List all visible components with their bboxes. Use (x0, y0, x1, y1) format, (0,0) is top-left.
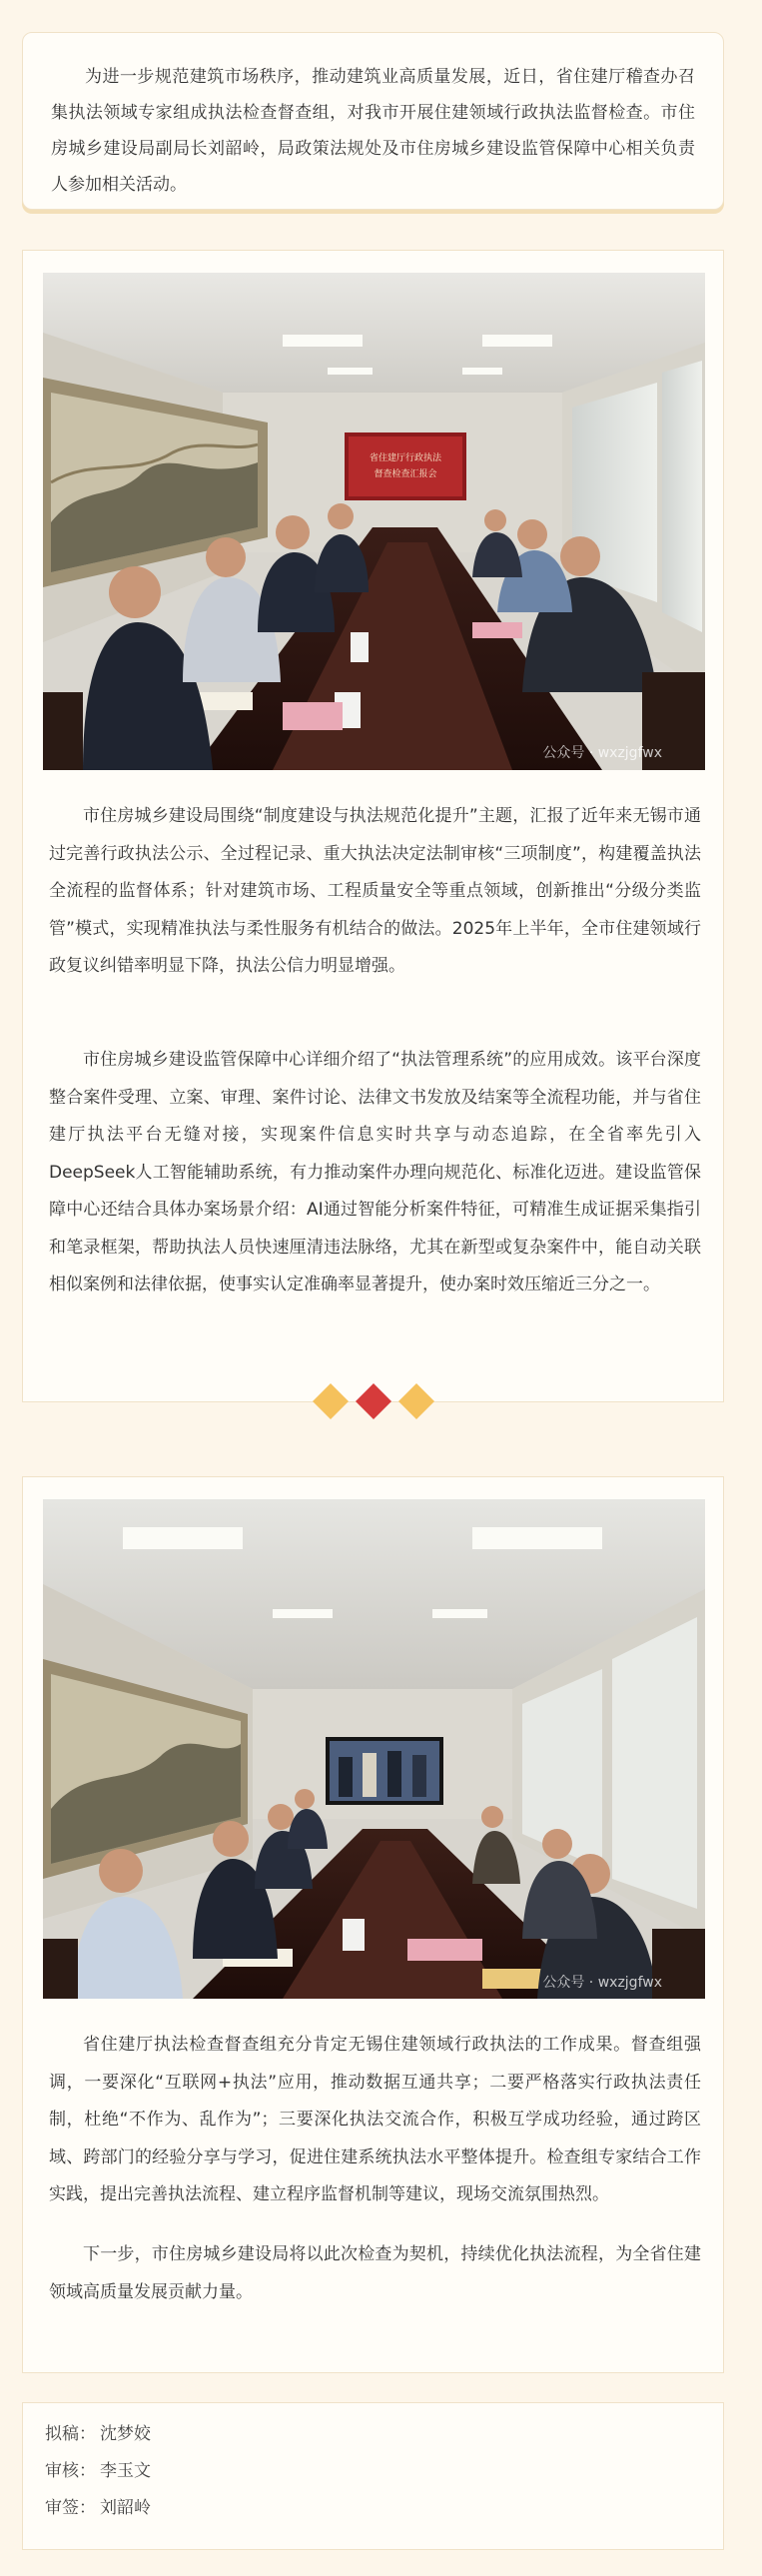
credit-review (45, 2456, 151, 2486)
meeting-photo-1-image (43, 273, 705, 770)
section2-paragraph-1: 省住建厅执法检查督查组充分肯定无锡住建领域行政执法的工作成果。督查组强调，一要深化“互联网+执法”应用，推动数据互通共享；二要严格落实行政执法责任制，杜绝“不作为、乱作为”；三要深化执法交流合作，积极互学成功经验，通过跨区域、跨部门的经验分享与学习，促进住建系统执法水平整体提升。检查组专家结合工作实践，提出完善执法流程、建立程序监督机制等建议，现场交流氛围热烈。 (49, 2035, 701, 2204)
screen-title-line1: 省住建厅行政执法 (369, 453, 442, 463)
intro-paragraph: 为进一步规范建筑市场秩序，推动建筑业高质量发展，近日，省住建厅稽查办召集执法领域专家组成执法检查督查组，对我市开展住建领域行政执法监督检查。市住房城乡建设局副局长刘韶岭，局政策法规处及市住房城乡建设监管保障中心相关负责人参加相关活动。 (51, 67, 695, 195)
section1-paragraph-2: 市住房城乡建设监管保障中心详细介绍了“执法管理系统”的应用成效。该平台深度整合案件受理、立案、审理、案件讨论、法律文书发放及结案等全流程功能，并与省住建厅执法平台无缝对接，实现案件信息实时共享与动态追踪，在全省率先引入DeepSeek人工智能辅助系统，有力推动案件办理向规范化、标准化迈进。建设监管保障中心还结合具体办案场景介绍：AI通过智能分析案件特征，可精准生成证据采集指引和笔录框架，帮助执法人员快速厘清违法脉络，尤其在新型或复杂案件中，能自动关联相似案例和法律依据，使事实认定准确率显著提升，使办案时效压缩近三分之一。 (49, 1050, 701, 1294)
credit-approve (45, 2493, 151, 2523)
credit-draft-name: 沈梦姣 (100, 2424, 151, 2444)
section1-paragraph-1: 市住房城乡建设局围绕“制度建设与执法规范化提升”主题，汇报了近年来无锡市通过完善行政执法公示、全过程记录、重大执法决定法制审核“三项制度”，构建覆盖执法全流程的监督体系；针对建筑市场、工程质量安全等重点领域，创新推出“分级分类监管”模式，实现精准执法与柔性服务有机结合的做法。2025年上半年，全市住建领域行政复议纠错率明显下降，执法公信力明显增强。 (49, 806, 701, 976)
section2-paragraph-2: 下一步，市住房城乡建设局将以此次检查为契机，持续优化执法流程，为全省住建领域高质量发展贡献力量。 (49, 2244, 701, 2302)
diamond-right-icon (398, 1383, 434, 1419)
diamond-center-icon (356, 1383, 391, 1419)
section2-card (22, 1476, 724, 2373)
credits-card (22, 2402, 724, 2550)
credit-approve-name: 刘韶岭 (100, 2498, 151, 2518)
intro-card (22, 32, 724, 210)
meeting-photo-2[interactable] (43, 1499, 705, 1999)
photo-watermark-2: 公众号 · wxzjgfwx (542, 1975, 662, 1991)
screen-title-line2: 督查检查汇报会 (374, 469, 437, 479)
photo-watermark-1: 公众号 · wxzjgfwx (542, 745, 662, 761)
credit-review-name: 李玉文 (100, 2461, 151, 2481)
meeting-photo-2-image (43, 1499, 705, 1999)
credit-review-label: 审核： (45, 2461, 96, 2481)
credit-draft (45, 2419, 151, 2449)
diamond-left-icon (313, 1383, 349, 1419)
diamond-divider (0, 1376, 762, 1426)
meeting-photo-1[interactable] (43, 273, 705, 770)
credit-draft-label: 拟稿： (45, 2424, 96, 2444)
credit-approve-label: 审签： (45, 2498, 96, 2518)
section1-card (22, 250, 724, 1402)
